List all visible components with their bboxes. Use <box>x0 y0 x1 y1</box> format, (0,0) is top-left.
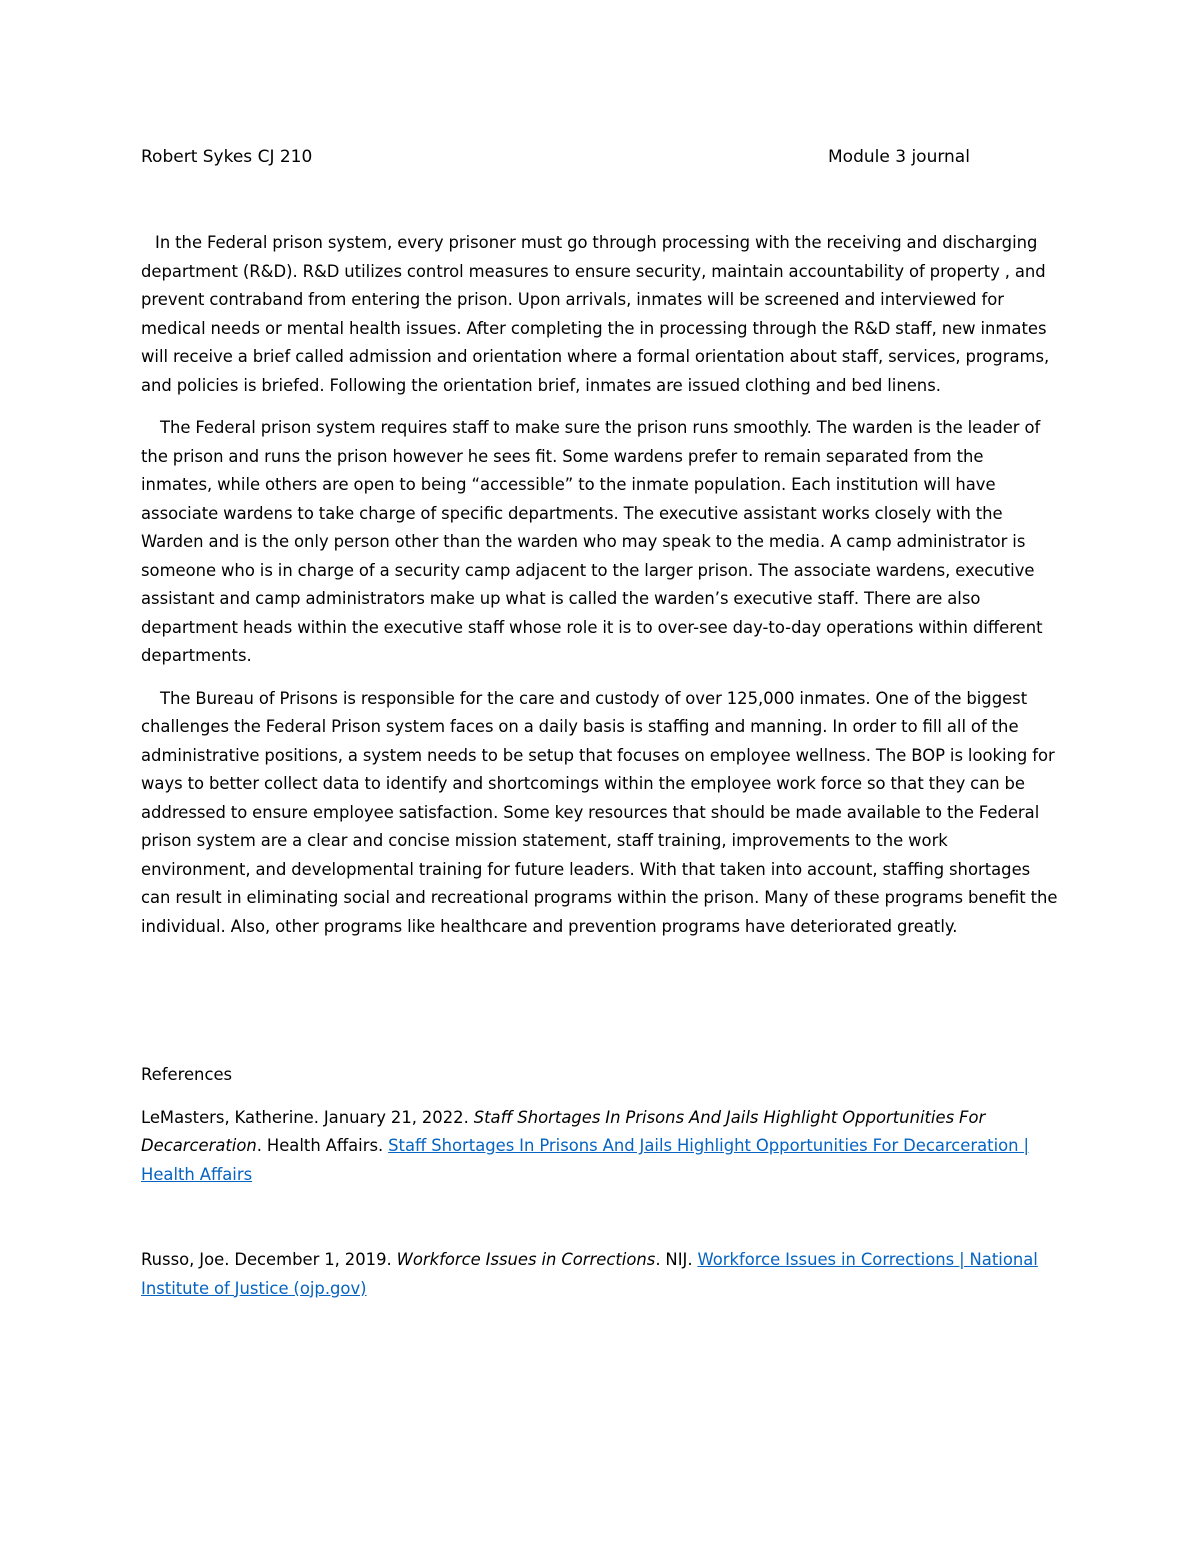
reference-author-date: LeMasters, Katherine. January 21, 2022. <box>141 1107 474 1127</box>
journal-body <box>141 229 1059 955</box>
reference-entry <box>141 1104 1059 1190</box>
reference-link[interactable]: Workforce Issues in Corrections | National Institute of Justice (ojp.gov) <box>141 1250 1038 1298</box>
author-course-label: Robert Sykes CJ 210 <box>141 147 313 167</box>
paragraph-staffing-challenges: The Bureau of Prisons is responsible for the care and custody of over 125,000 inmates. One of the biggest challenges the Federal Prison system faces on a daily basis is staffing and manning. In order to fill all of the administrative positions, a system needs to be setup that focuses on employee wellness. The BOP is looking for ways to better collect data to identify and shortcomings within the employee work force so that they can be addressed to ensure employee satisfaction. Some key resources that should be made available to the Federal prison system are a clear and concise mission statement, staff training, improvements to the work environment, and developmental training for future leaders. With that taken into account, staffing shortages can result in eliminating social and recreational programs within the prison. Many of these programs benefit the individual. Also, other programs like healthcare and prevention programs have deteriorated greatly. <box>141 688 1058 936</box>
reference-title: Staff Shortages In Prisons And Jails Highlight Opportunities For Decarceration <box>141 1107 986 1155</box>
paragraph-staff: The Federal prison system requires staff to make sure the prison runs smoothly. The warden is the leader of the prison and runs the prison however he sees fit. Some wardens prefer to remain separated from the inmates, while others are open to being “accessible” to the inmate population. Each institution will have associate wardens to take charge of specific departments. The executive assistant works closely with the Warden and is the only person other than the warden who may speak to the media. A camp administrator is someone who is in charge of a security camp adjacent to the larger prison. The associate wardens, executive assistant and camp administrators make up what is called the warden’s executive staff. There are also department heads within the executive staff whose role it is to over-see day-to-day operations within different departments. <box>141 418 1043 665</box>
document-header <box>141 143 981 171</box>
reference-publisher: . Health Affairs. <box>256 1136 389 1155</box>
references-heading: References <box>141 1065 233 1084</box>
reference-author-date: Russo, Joe. December 1, 2019. <box>141 1250 397 1269</box>
paragraph-processing: In the Federal prison system, every prisoner must go through processing with the receiving and discharging department (R&D). R&D utilizes control measures to ensure security, maintain accountability of property , and prevent contraband from entering the prison. Upon arrivals, inmates will be screened and interviewed for medical needs or mental health issues. After completing the in processing through the R&D staff, new inmates will receive a brief called admission and orientation where a formal orientation about staff, services, programs, and policies is briefed. Following the orientation brief, inmates are issued clothing and bed linens. <box>141 233 1050 395</box>
reference-link[interactable]: Staff Shortages In Prisons And Jails Highlight Opportunities For Decarceration | Health Affairs <box>141 1136 1029 1184</box>
references-section <box>141 1061 1059 1303</box>
reference-entry <box>141 1246 1059 1303</box>
reference-title: Workforce Issues in Corrections <box>396 1250 656 1269</box>
reference-publisher: . NIJ. <box>655 1250 698 1269</box>
assignment-title: Module 3 journal <box>828 147 970 167</box>
